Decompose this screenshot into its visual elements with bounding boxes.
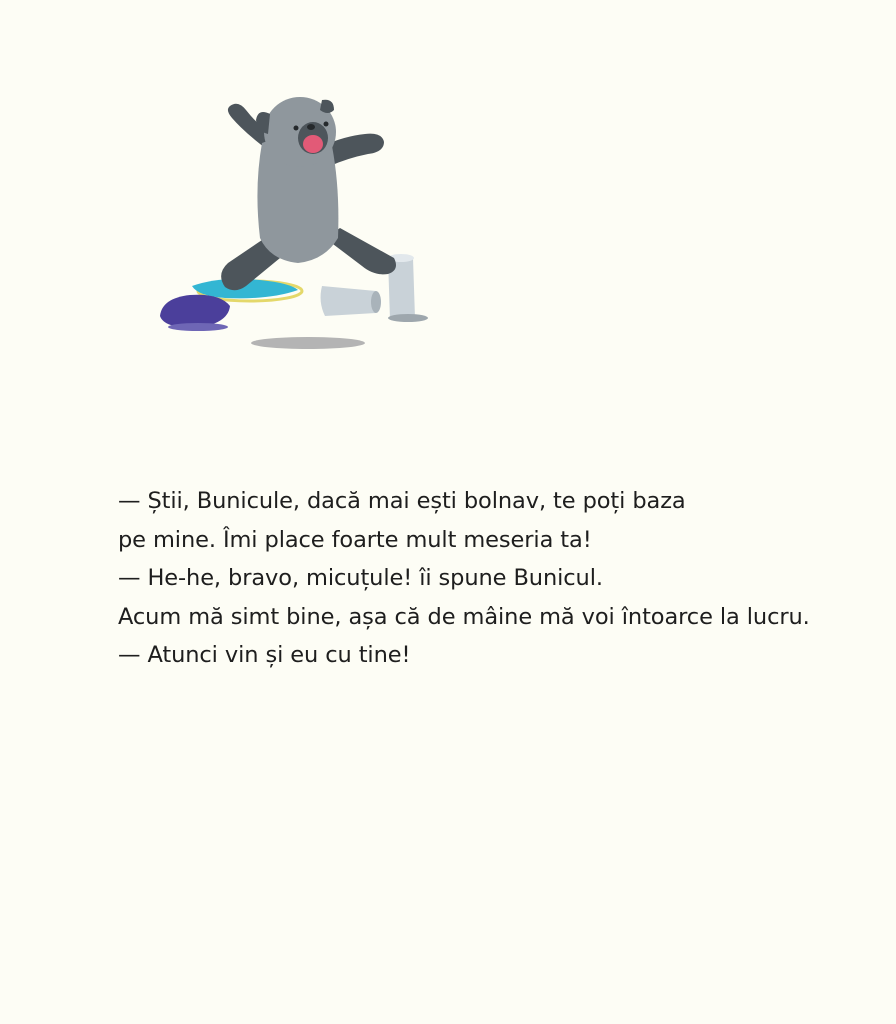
story-line-3: — He-he, bravo, micuțule! îi spune Bunicul. xyxy=(118,565,603,591)
fallen-cup xyxy=(321,286,376,316)
right-ear xyxy=(320,100,334,113)
jumping-bear-image xyxy=(150,88,440,358)
story-line-5: — Atunci vin și eu cu tine! xyxy=(118,642,411,668)
story-line-2: pe mine. Îmi place foarte mult meseria ta! xyxy=(118,526,592,553)
hat xyxy=(160,295,230,328)
bear-illustration xyxy=(150,88,440,358)
story-line-1: — Știi, Bunicule, dacă mai ești bolnav, te poți baza xyxy=(118,488,686,514)
story-line-4: Acum mă simt bine, așa că de mâine mă voi întoarce la lucru. xyxy=(118,603,810,630)
standing-cup-base xyxy=(388,314,428,322)
hat-brim xyxy=(168,323,228,331)
story-text xyxy=(118,482,818,675)
ground-shadow xyxy=(251,337,365,349)
right-eye xyxy=(324,122,329,127)
mouth xyxy=(303,135,323,153)
fallen-cup-rim xyxy=(371,291,381,313)
left-eye xyxy=(294,126,299,131)
nose xyxy=(307,124,315,130)
